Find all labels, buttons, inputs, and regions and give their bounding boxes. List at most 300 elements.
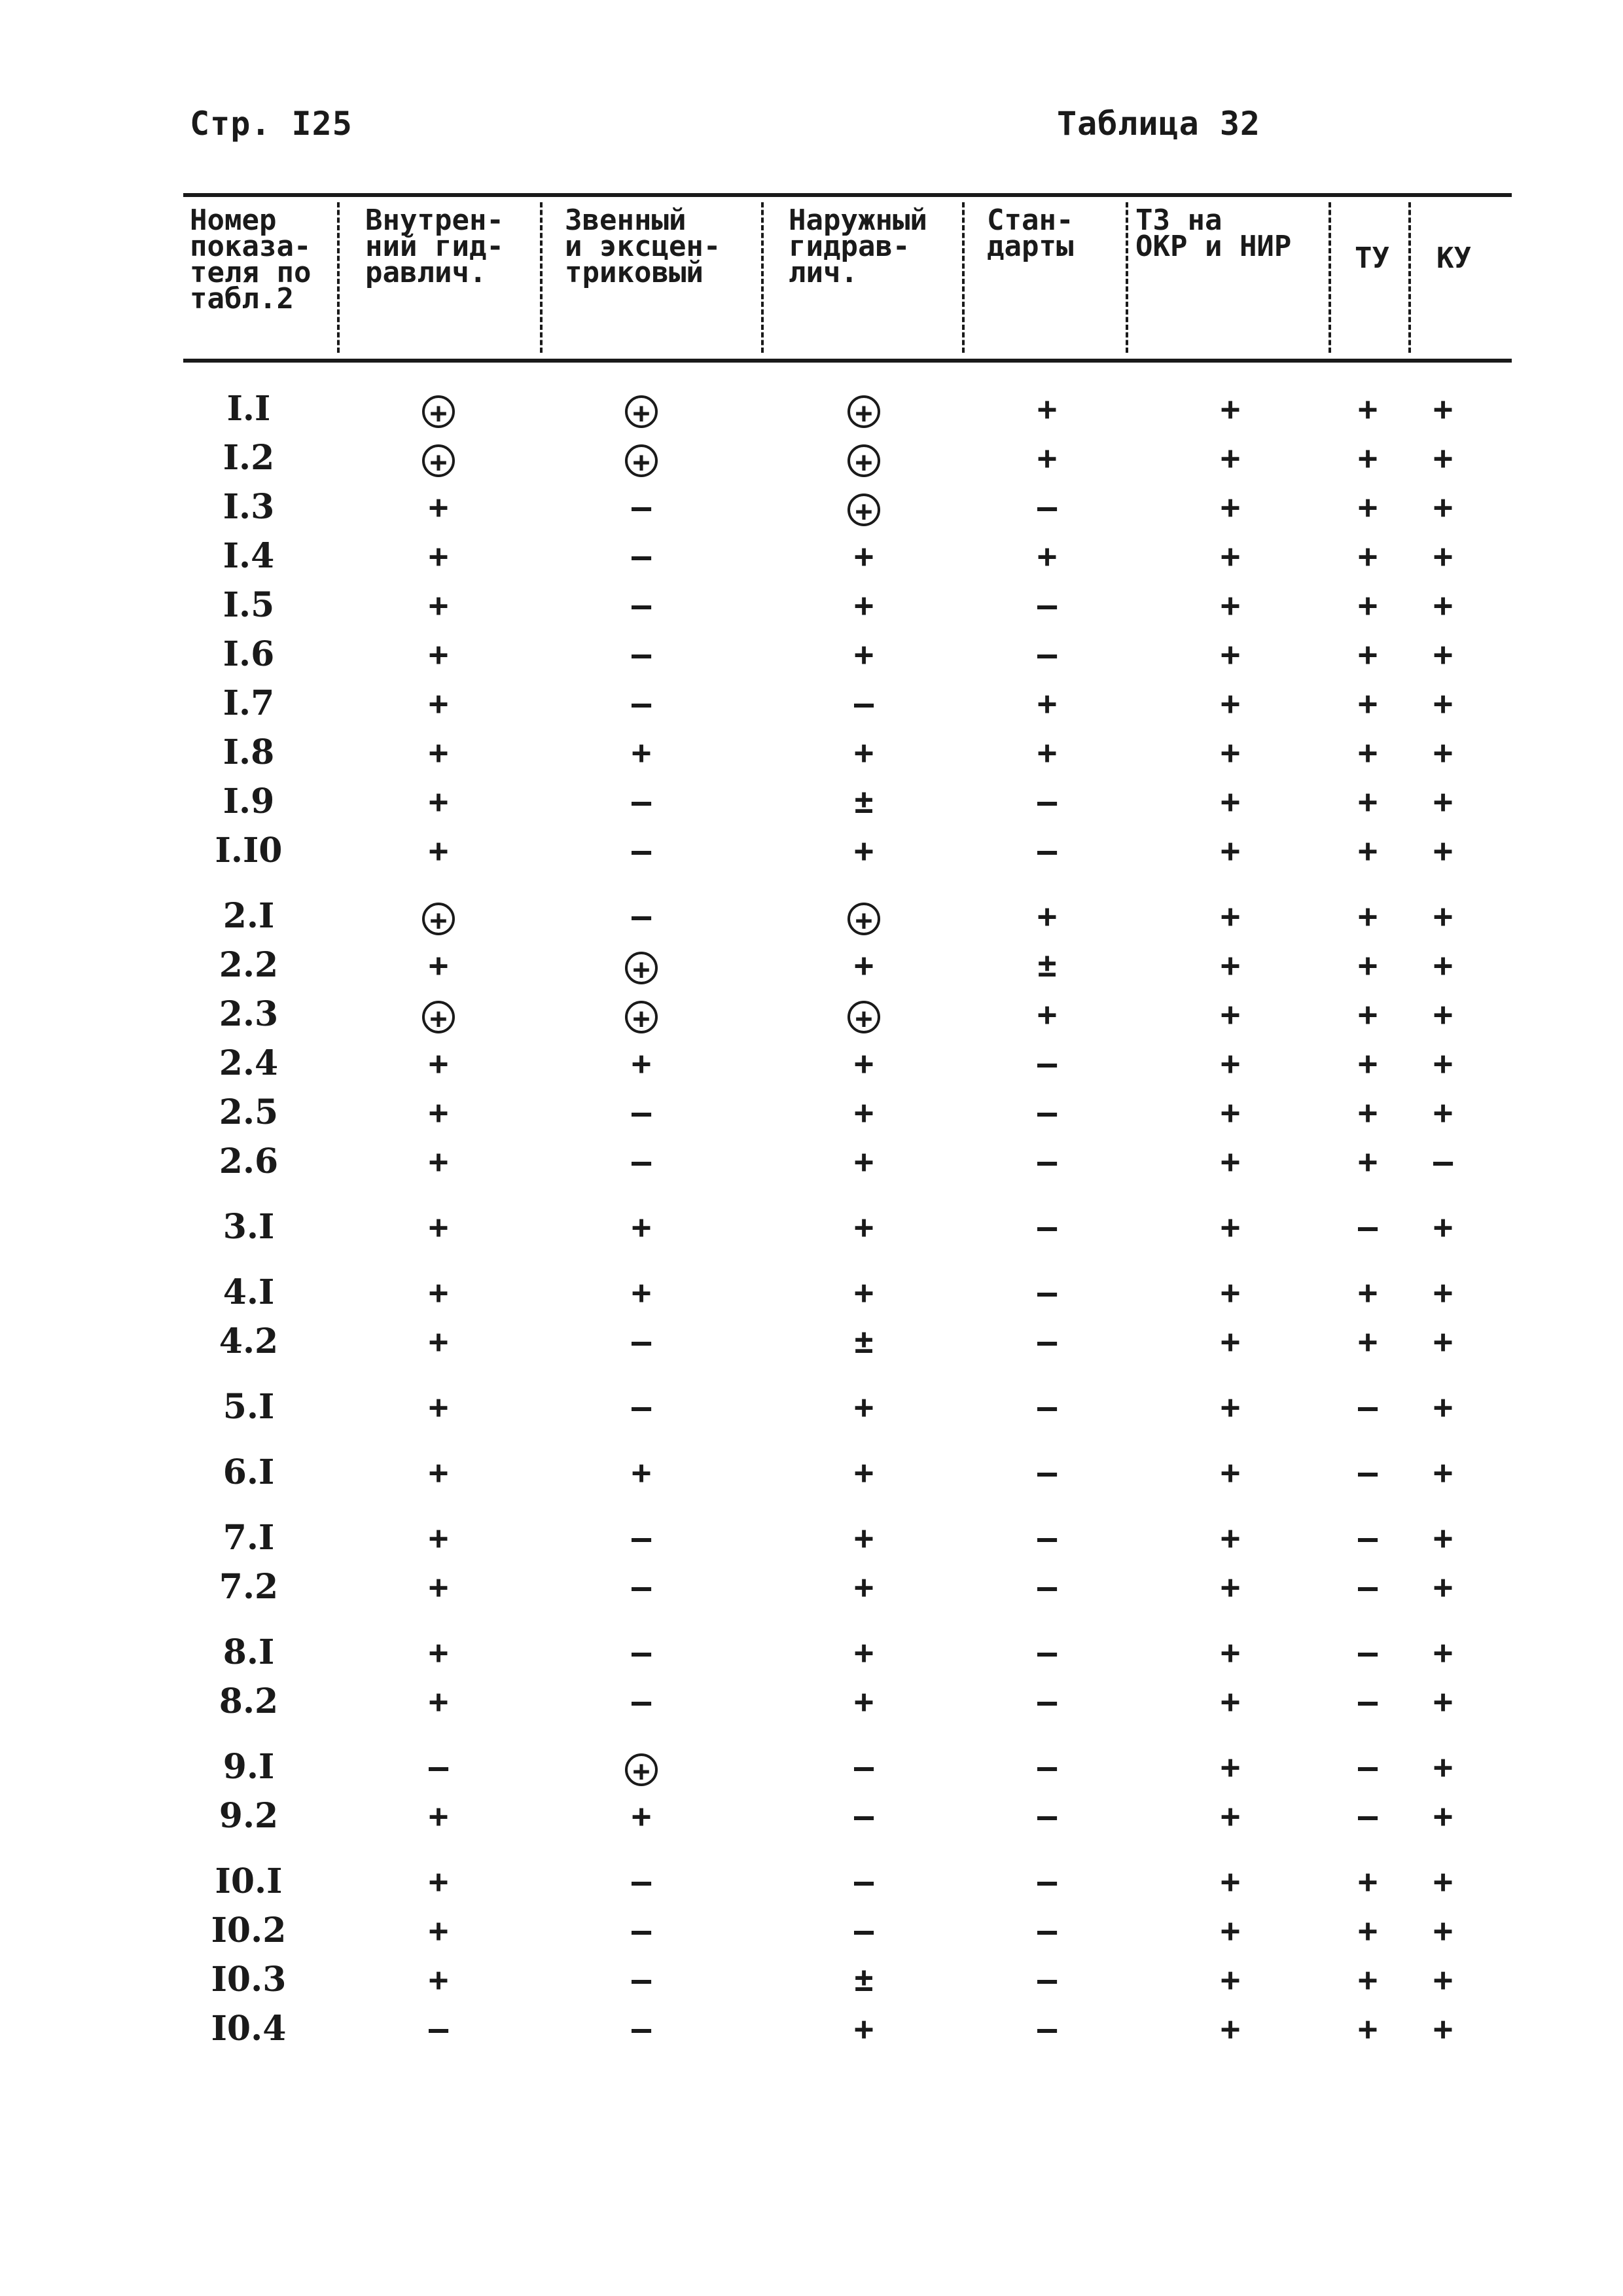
table-cell: – [1357, 1388, 1378, 1426]
table-cell: + [1357, 439, 1378, 477]
table-cell: + [1357, 1961, 1378, 1999]
table-cell: + [853, 832, 874, 870]
table-cell: + [853, 586, 874, 624]
table-cell: + [1220, 1208, 1241, 1246]
table-cell: + [1433, 897, 1454, 935]
table-cell: – [1357, 1683, 1378, 1721]
table-cell: ± [1037, 946, 1058, 984]
table-row [183, 1908, 1512, 1954]
table-cell: + [1433, 1568, 1454, 1606]
indicator-number: 5.I [223, 1387, 275, 1427]
table-cell: + [428, 734, 449, 772]
table-cell: + [1220, 685, 1241, 723]
circled-plus-mark: + [847, 1001, 880, 1033]
table-row [183, 828, 1512, 874]
table-cell: + [1037, 439, 1058, 477]
table-cell: + [428, 1274, 449, 1312]
table-cell [602, 942, 681, 988]
indicator-number: 2.3 [219, 994, 279, 1034]
table-cell: + [1433, 685, 1454, 723]
table-cell: + [428, 1961, 449, 1999]
table-cell: – [1037, 1912, 1058, 1950]
table-cell: – [853, 685, 874, 723]
header-divider [337, 202, 340, 353]
circled-plus-mark: + [625, 1753, 658, 1786]
table-cell: – [1037, 1519, 1058, 1557]
table-cell: – [1037, 1454, 1058, 1492]
table-cell: + [1037, 897, 1058, 935]
table-cell: + [853, 636, 874, 673]
table-cell: + [1433, 2010, 1454, 2048]
table-cell: – [1037, 1143, 1058, 1181]
table-cell: + [1433, 1208, 1454, 1246]
table-cell [399, 386, 478, 432]
table-cell [399, 435, 478, 481]
indicator-number: 9.2 [219, 1796, 279, 1836]
table-cell: – [853, 1748, 874, 1786]
indicator-number: 7.2 [219, 1567, 279, 1607]
circled-plus-mark: + [847, 395, 880, 428]
table-cell: + [853, 1634, 874, 1672]
table-cell: + [1433, 636, 1454, 673]
table-cell: + [1220, 1634, 1241, 1672]
table-cell: + [1220, 996, 1241, 1033]
table-cell: + [631, 1208, 652, 1246]
table-cell: – [631, 1143, 652, 1181]
table-row [183, 1793, 1512, 1839]
table-cell: + [428, 488, 449, 526]
table-cell: + [1037, 537, 1058, 575]
table-cell: + [1433, 1323, 1454, 1361]
header-divider [962, 202, 965, 353]
table-cell: – [631, 1863, 652, 1901]
table-row [183, 779, 1512, 825]
table-cell: + [1357, 1045, 1378, 1083]
header-divider [1126, 202, 1128, 353]
table-cell: + [1433, 1274, 1454, 1312]
table-cell: + [1220, 1094, 1241, 1132]
table-cell: + [428, 1143, 449, 1181]
indicator-number: 4.I [223, 1272, 275, 1312]
table-cell: + [1037, 734, 1058, 772]
circled-plus-mark: + [847, 903, 880, 935]
table-cell: – [1037, 783, 1058, 821]
table-cell: + [1357, 2010, 1378, 2048]
table-row [183, 1270, 1512, 1316]
table-cell: + [1357, 1912, 1378, 1950]
table-cell: + [631, 1045, 652, 1083]
table-cell [399, 992, 478, 1037]
circled-plus-mark: + [625, 952, 658, 984]
table-row [183, 386, 1512, 432]
table-cell: – [1037, 1045, 1058, 1083]
table-cell: – [631, 1912, 652, 1950]
table-row [183, 1859, 1512, 1905]
table-cell: – [1357, 1454, 1378, 1492]
table-row [183, 730, 1512, 776]
table-cell: – [1037, 2010, 1058, 2048]
table-cell: + [1220, 439, 1241, 477]
header-internal-hydraulic: Внутрен- ний гид- равлич. [365, 204, 504, 289]
table-cell: + [1037, 685, 1058, 723]
table-cell [825, 992, 903, 1037]
table-cell: – [631, 488, 652, 526]
table-cell: + [1220, 1863, 1241, 1901]
table-cell: + [428, 946, 449, 984]
table-cell: + [1433, 1863, 1454, 1901]
table-row [183, 1744, 1512, 1790]
table-cell: + [1433, 1797, 1454, 1835]
indicator-number: I.9 [223, 781, 275, 821]
indicator-number: 2.5 [219, 1092, 279, 1132]
table-row [183, 1957, 1512, 2003]
table-cell: + [428, 1912, 449, 1950]
table-cell: + [1357, 1863, 1378, 1901]
table-cell: + [428, 1094, 449, 1132]
indicator-number: I0.3 [211, 1960, 287, 2000]
table-cell: + [1433, 1961, 1454, 1999]
table-cell: + [428, 1683, 449, 1721]
table-cell: + [1220, 586, 1241, 624]
table-row [183, 1564, 1512, 1610]
header-divider [761, 202, 764, 353]
table-cell: + [1433, 1683, 1454, 1721]
table-cell: + [1357, 734, 1378, 772]
table-cell: + [1433, 1045, 1454, 1083]
table-row [183, 942, 1512, 988]
indicator-number: I.I0 [215, 831, 283, 870]
indicator-number: I.3 [223, 487, 275, 527]
indicator-number: I0.2 [211, 1910, 287, 1950]
table-cell: + [1220, 1143, 1241, 1181]
table-cell: + [631, 1274, 652, 1312]
table-cell: + [1220, 897, 1241, 935]
table-cell: – [1037, 1388, 1058, 1426]
table-cell: + [1357, 996, 1378, 1033]
table-cell: + [428, 1323, 449, 1361]
table-row [183, 1204, 1512, 1250]
table-cell: + [428, 832, 449, 870]
indicator-number: 6.I [223, 1452, 275, 1492]
table-row [183, 1450, 1512, 1496]
table-cell: – [631, 1634, 652, 1672]
table-title: Таблица 32 [1057, 105, 1261, 143]
table-cell: + [428, 1863, 449, 1901]
table-cell: – [631, 1323, 652, 1361]
table-cell: + [1433, 1912, 1454, 1950]
header-top-rule [183, 193, 1512, 197]
table-cell [825, 386, 903, 432]
table-cell: – [1357, 1519, 1378, 1557]
indicator-number: I.4 [223, 536, 275, 576]
table-row [183, 583, 1512, 628]
table-cell: + [1433, 586, 1454, 624]
table-cell: – [1357, 1208, 1378, 1246]
table-cell: + [1357, 488, 1378, 526]
table-cell: + [1433, 783, 1454, 821]
table-cell [399, 893, 478, 939]
table-cell: + [853, 1143, 874, 1181]
table-row [183, 484, 1512, 530]
circled-plus-mark: + [422, 395, 455, 428]
table-cell: + [428, 537, 449, 575]
table-cell: + [1433, 1634, 1454, 1672]
table-row [183, 1679, 1512, 1725]
table-cell: + [1357, 1143, 1378, 1181]
indicator-number: 2.2 [219, 945, 279, 985]
circled-plus-mark: + [625, 1001, 658, 1033]
table-cell: + [1433, 1388, 1454, 1426]
table-cell: – [428, 2010, 449, 2048]
table-cell: + [1220, 1519, 1241, 1557]
table-cell: + [1357, 783, 1378, 821]
table-row [183, 435, 1512, 481]
table-cell: + [1357, 636, 1378, 673]
header-ku: КУ [1436, 242, 1471, 275]
table-cell: + [428, 1634, 449, 1672]
table-cell: – [1037, 1683, 1058, 1721]
header-indicator-number: Номер показа- теля по табл.2 [190, 204, 312, 315]
table-cell: – [428, 1748, 449, 1786]
indicator-number: 8.I [223, 1632, 275, 1672]
indicator-number: I.8 [223, 732, 275, 772]
table-cell: + [1357, 1094, 1378, 1132]
table-cell: + [1433, 1094, 1454, 1132]
table-cell: + [1220, 1274, 1241, 1312]
table-cell: + [428, 1519, 449, 1557]
table-cell: ± [853, 1961, 874, 1999]
table-cell: – [631, 1568, 652, 1606]
indicator-number: 3.I [223, 1207, 275, 1247]
table-cell: + [853, 1208, 874, 1246]
table-cell: + [428, 1568, 449, 1606]
header-divider [1408, 202, 1411, 353]
table-cell: – [1037, 1323, 1058, 1361]
indicator-number: 8.2 [219, 1681, 279, 1721]
table-cell: + [1357, 832, 1378, 870]
table-cell: – [1037, 636, 1058, 673]
table-cell: + [1357, 685, 1378, 723]
indicator-number: 2.I [223, 896, 275, 936]
table-cell: – [631, 1961, 652, 1999]
header-divider [1329, 202, 1331, 353]
table-cell: + [1220, 1912, 1241, 1950]
table-cell: – [853, 1797, 874, 1835]
table-row [183, 1384, 1512, 1430]
table-cell: – [1037, 488, 1058, 526]
table-cell: + [428, 1388, 449, 1426]
table-row [183, 1319, 1512, 1365]
table-row [183, 1139, 1512, 1185]
table-row [183, 893, 1512, 939]
table-cell: – [631, 1683, 652, 1721]
indicator-number: 2.4 [219, 1043, 279, 1083]
table-cell: + [853, 1519, 874, 1557]
table-cell: + [1220, 1683, 1241, 1721]
table-cell: + [1433, 390, 1454, 428]
table-cell: + [1433, 734, 1454, 772]
table-cell: + [428, 1045, 449, 1083]
circled-plus-mark: + [422, 903, 455, 935]
header-standards: Стан- дарты [987, 204, 1074, 263]
indicator-number: I0.I [215, 1861, 283, 1901]
table-cell: + [1433, 832, 1454, 870]
table-cell: – [631, 586, 652, 624]
table-cell: + [853, 946, 874, 984]
table-cell: – [1037, 586, 1058, 624]
table-cell: + [428, 586, 449, 624]
table-cell: – [1357, 1634, 1378, 1672]
indicator-number: 4.2 [219, 1321, 279, 1361]
table-cell: – [631, 783, 652, 821]
table-cell: – [631, 537, 652, 575]
table-cell: + [1220, 1454, 1241, 1492]
table-cell: – [631, 897, 652, 935]
indicator-number: I.7 [223, 683, 275, 723]
table-cell: + [1220, 1568, 1241, 1606]
table-cell: + [1220, 734, 1241, 772]
table-row [183, 632, 1512, 677]
table-cell: + [1357, 946, 1378, 984]
table-cell [602, 435, 681, 481]
table-cell: + [1220, 1323, 1241, 1361]
table-row [183, 1041, 1512, 1086]
table-cell: + [853, 2010, 874, 2048]
table-cell: – [1433, 1143, 1454, 1181]
table-row [183, 1090, 1512, 1136]
table-row [183, 533, 1512, 579]
table-cell: + [1433, 439, 1454, 477]
table-cell: – [631, 2010, 652, 2048]
header-link-eccentric: Звенный и эксцен- триковый [565, 204, 721, 289]
table-cell: – [631, 1519, 652, 1557]
table-cell [825, 484, 903, 530]
header-tz-okr-nir: ТЗ на ОКР и НИР [1135, 204, 1292, 263]
table-cell: + [853, 1683, 874, 1721]
table-cell: – [1357, 1797, 1378, 1835]
table-cell: + [1357, 1323, 1378, 1361]
table-cell: + [1220, 2010, 1241, 2048]
header-tu: ТУ [1355, 242, 1389, 275]
table-cell: + [1357, 1274, 1378, 1312]
table-cell [602, 1744, 681, 1790]
table-cell: – [1037, 1274, 1058, 1312]
table-cell: + [853, 1094, 874, 1132]
table-row [183, 1630, 1512, 1676]
table-cell: + [428, 1797, 449, 1835]
table-cell: + [428, 1208, 449, 1246]
table-cell [825, 893, 903, 939]
table-cell: – [631, 1388, 652, 1426]
page-number: Стр. I25 [190, 105, 353, 143]
table-cell: + [853, 1274, 874, 1312]
table-cell: + [631, 1454, 652, 1492]
indicator-number: I.6 [223, 634, 275, 674]
table-cell: + [853, 734, 874, 772]
table-cell: + [1220, 1045, 1241, 1083]
table-cell: + [428, 1454, 449, 1492]
table-cell: ± [853, 783, 874, 821]
table-cell: – [631, 685, 652, 723]
table-cell: + [853, 537, 874, 575]
circled-plus-mark: + [422, 444, 455, 477]
table-cell: + [1357, 586, 1378, 624]
indicator-number: I.2 [223, 438, 275, 478]
table-cell: + [1220, 390, 1241, 428]
table-cell: – [853, 1863, 874, 1901]
table-cell: + [1433, 1454, 1454, 1492]
table-cell: – [1037, 1208, 1058, 1246]
table-cell: + [853, 1454, 874, 1492]
table-cell: – [1357, 1568, 1378, 1606]
table-cell [602, 992, 681, 1037]
table-cell: – [631, 832, 652, 870]
table-cell: – [1037, 1568, 1058, 1606]
table-cell: – [1037, 1748, 1058, 1786]
table-cell: + [1220, 1797, 1241, 1835]
table-cell [825, 435, 903, 481]
table-row [183, 1515, 1512, 1561]
table-cell: + [428, 685, 449, 723]
indicator-number: 9.I [223, 1747, 275, 1787]
table-cell: – [1037, 832, 1058, 870]
circled-plus-mark: + [847, 493, 880, 526]
indicator-number: I.5 [223, 585, 275, 625]
table-cell: + [1357, 390, 1378, 428]
table-cell: + [1037, 996, 1058, 1033]
circled-plus-mark: + [422, 1001, 455, 1033]
table-cell: + [853, 1388, 874, 1426]
table-cell: + [1220, 832, 1241, 870]
table-cell: + [428, 636, 449, 673]
circled-plus-mark: + [625, 444, 658, 477]
table-cell: + [1357, 897, 1378, 935]
table-cell: – [1037, 1961, 1058, 1999]
table-cell: + [1037, 390, 1058, 428]
header-external-hydraulic: Наружный гидрав- лич. [789, 204, 927, 289]
table-cell: + [1220, 1961, 1241, 1999]
table-cell: – [631, 636, 652, 673]
table-cell [602, 386, 681, 432]
table-cell: + [1433, 1519, 1454, 1557]
table-cell: – [1037, 1094, 1058, 1132]
table-cell: + [1433, 1748, 1454, 1786]
table-cell: + [1433, 996, 1454, 1033]
table-cell: + [1220, 1748, 1241, 1786]
table-cell: + [631, 1797, 652, 1835]
indicator-number: I0.4 [211, 2009, 287, 2049]
table-cell: + [1433, 946, 1454, 984]
table-cell: + [1220, 636, 1241, 673]
table-cell: – [1037, 1797, 1058, 1835]
table-cell: + [1220, 946, 1241, 984]
table-cell: + [853, 1045, 874, 1083]
table-cell: – [631, 1094, 652, 1132]
indicator-number: I.I [226, 389, 271, 429]
table-row [183, 681, 1512, 726]
table-cell: – [1037, 1634, 1058, 1672]
table-cell: + [631, 734, 652, 772]
table-cell: + [1220, 537, 1241, 575]
table-cell: – [1037, 1863, 1058, 1901]
circled-plus-mark: + [625, 395, 658, 428]
table-cell: + [853, 1568, 874, 1606]
header-bottom-rule [183, 359, 1512, 363]
table-cell: + [1220, 783, 1241, 821]
table-row [183, 992, 1512, 1037]
table-row [183, 2006, 1512, 2052]
table-cell: + [1433, 537, 1454, 575]
